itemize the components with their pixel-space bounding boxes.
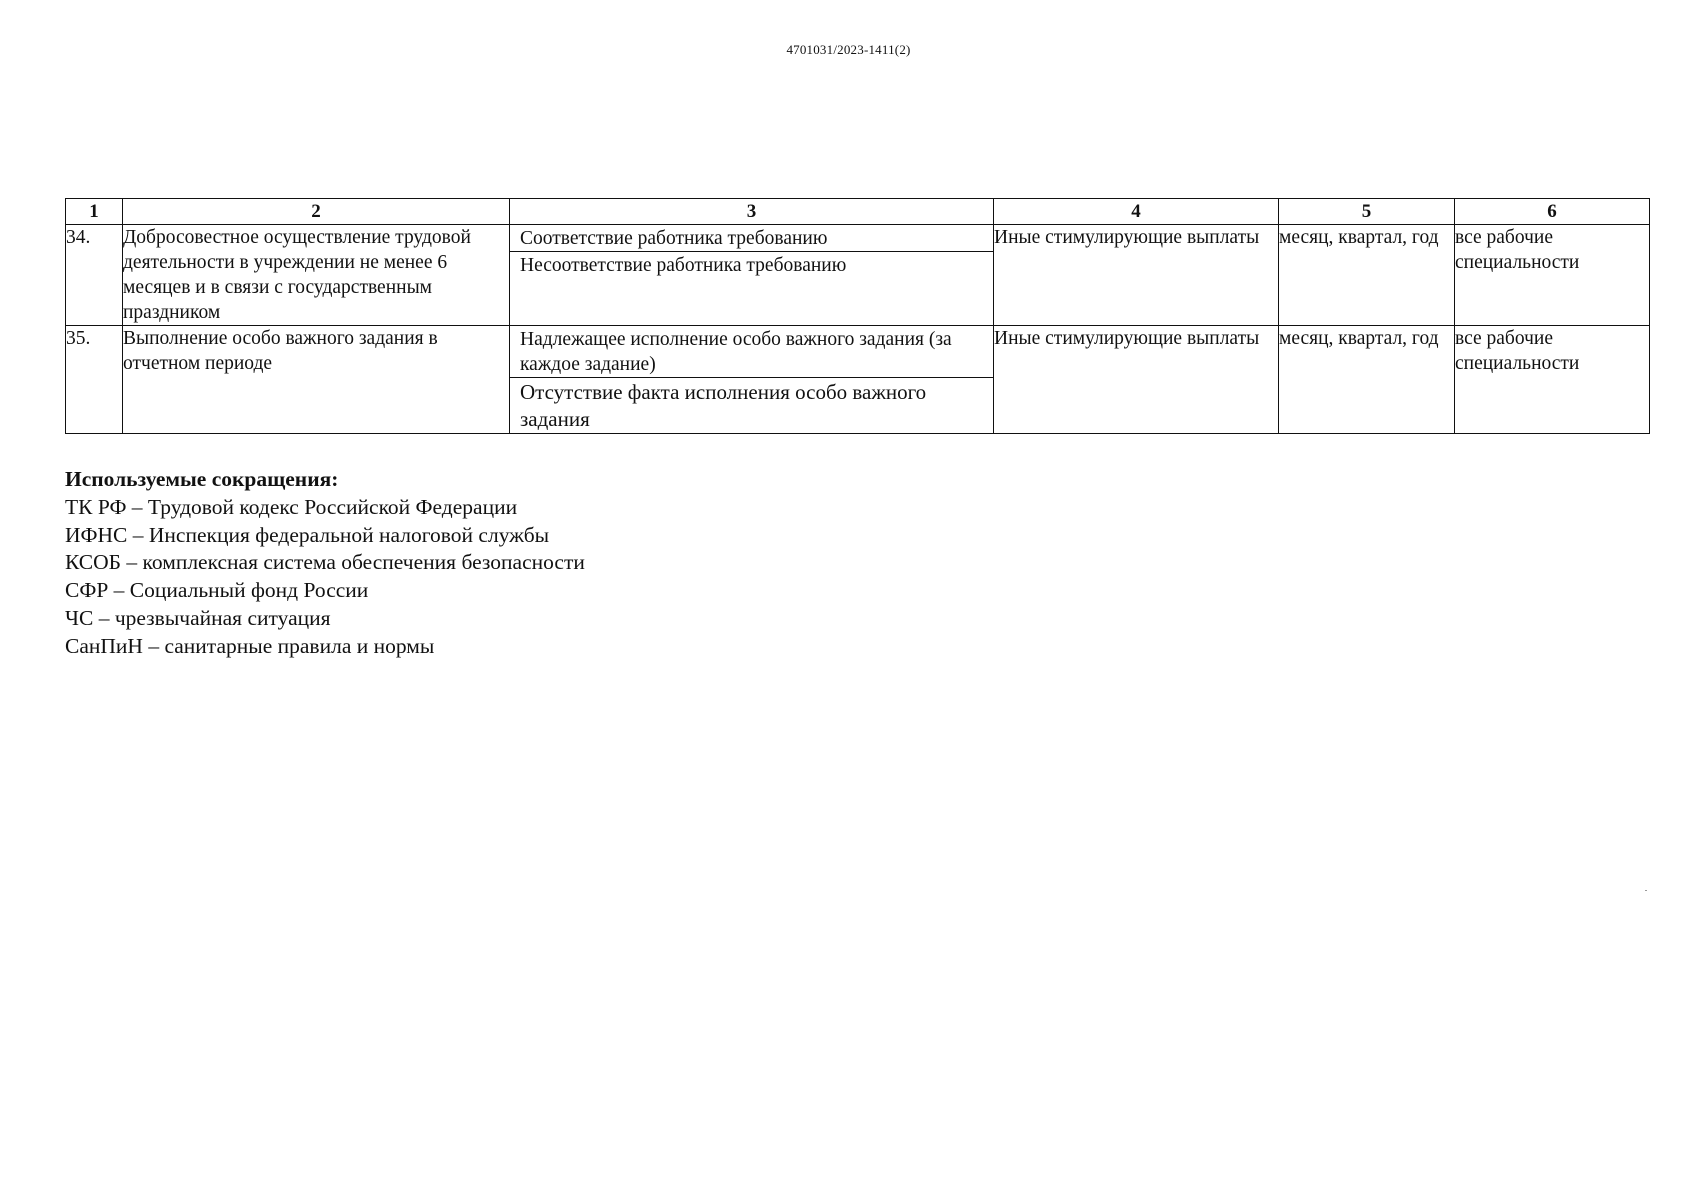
conditions-cell (510, 326, 994, 434)
condition-item: Отсутствие факта исполнения особо важного задания (510, 377, 993, 433)
column-header: 5 (1279, 199, 1455, 225)
conditions-cell (510, 225, 994, 326)
column-header: 4 (994, 199, 1279, 225)
period-cell: месяц, квартал, год (1279, 225, 1455, 326)
abbreviations-section (65, 466, 585, 661)
column-header: 6 (1455, 199, 1650, 225)
column-header: 1 (66, 199, 123, 225)
condition-item: Соответствие работника требованию (520, 228, 828, 249)
abbreviation-item: КСОБ – комплексная система обеспечения безопасности (65, 550, 585, 575)
condition-item: Надлежащее исполнение особо важного задания (за каждое задание) (520, 329, 952, 375)
table-header-row (66, 199, 1650, 225)
criterion-cell: Добросовестное осуществление трудовой деятельности в учреждении не менее 6 месяцев и в связи с государственным праздником (123, 225, 510, 326)
period-cell: месяц, квартал, год (1279, 326, 1455, 434)
specialties-cell: все рабочие специальности (1455, 225, 1650, 326)
condition-item: Несоответствие работника требованию (510, 251, 993, 278)
abbreviation-item: СФР – Социальный фонд России (65, 578, 369, 603)
abbreviation-item: ИФНС – Инспекция федеральной налоговой службы (65, 522, 550, 547)
payment-type-cell: Иные стимулирующие выплаты (994, 326, 1279, 434)
abbreviations-title: Используемые сокращения: (65, 467, 339, 491)
column-header: 3 (510, 199, 994, 225)
row-number: 34. (66, 225, 123, 326)
table-row (66, 326, 1650, 434)
scan-speck (1645, 890, 1647, 891)
abbreviation-item: ЧС – чрезвычайная ситуация (65, 605, 331, 630)
specialties-cell: все рабочие специальности (1455, 326, 1650, 434)
document-number: 4701031/2023-1411(2) (786, 42, 911, 57)
criterion-cell: Выполнение особо важного задания в отчетном периоде (123, 326, 510, 434)
table-row (66, 225, 1650, 326)
abbreviation-item: ТК РФ – Трудовой кодекс Российской Федерации (65, 494, 518, 519)
payments-table (65, 198, 1650, 434)
column-header: 2 (123, 199, 510, 225)
row-number: 35. (66, 326, 123, 434)
payment-type-cell: Иные стимулирующие выплаты (994, 225, 1279, 326)
abbreviation-item: СанПиН – санитарные правила и нормы (65, 633, 435, 658)
